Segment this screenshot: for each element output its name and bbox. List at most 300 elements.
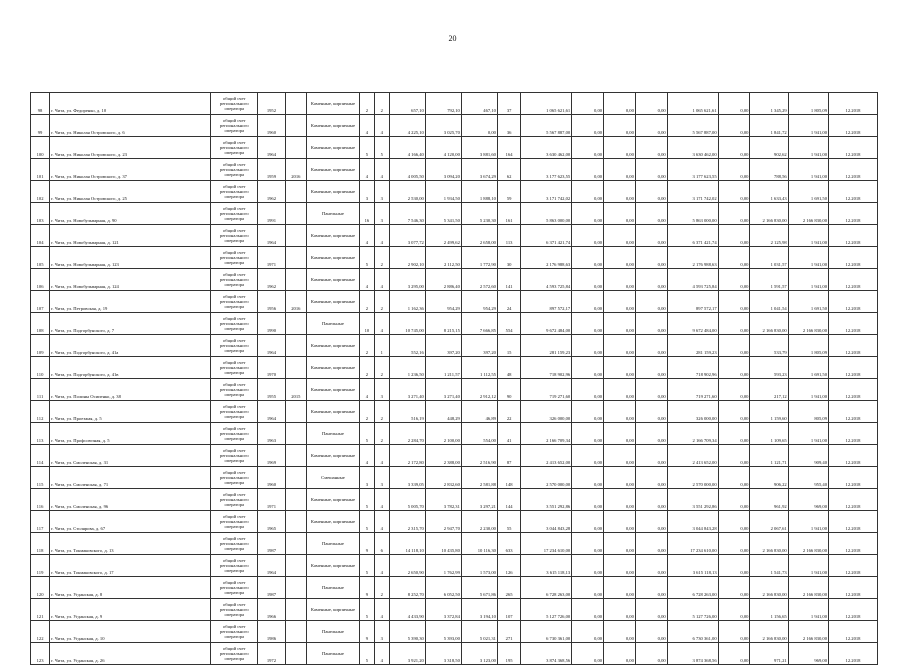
cell-repair-year <box>285 335 306 357</box>
cell-total-area: 516,19 <box>389 401 425 423</box>
cell-total-area: 2 315,70 <box>389 511 425 533</box>
cell-entrances: 4 <box>374 115 389 137</box>
cell-repair-year <box>285 225 306 247</box>
cell-private-area: 7 666,85 <box>461 313 497 335</box>
cell-address: г. Чита, ул. Новобульварная, д. 90 <box>50 203 211 225</box>
cell-completion-date: 12.2018 <box>829 225 878 247</box>
cell-max-unit-cost: 2 166 830,00 <box>788 621 828 643</box>
cell-build-year: 1964 <box>258 335 286 357</box>
cell-floors: 4 <box>359 379 374 401</box>
cell-wall-material: Панельные <box>306 533 359 555</box>
cell-completion-date: 12.2018 <box>829 511 878 533</box>
cell-other-funds: 0,00 <box>718 137 750 159</box>
cell-federal-funds: 0,00 <box>572 335 604 357</box>
cell-private-area: 2 572,60 <box>461 269 497 291</box>
cell-wall-material: Каменные, кирпичные <box>306 599 359 621</box>
cell-address: г. Чита, ул. Подгорбунского, д. 41а <box>50 335 211 357</box>
cell-living-area: 2 886,40 <box>425 269 461 291</box>
cell-other-funds: 0,00 <box>718 269 750 291</box>
cell-federal-funds: 0,00 <box>572 643 604 665</box>
table-row <box>31 203 878 225</box>
cell-repair-year <box>285 599 306 621</box>
cell-build-year: 1962 <box>258 269 286 291</box>
cell-address: г. Чита, ул. Профсоюзная, д. 5 <box>50 423 211 445</box>
cell-wall-material: Каменные, кирпичные <box>306 489 359 511</box>
cell-living-area: 3 318,50 <box>425 643 461 665</box>
cell-federal-funds: 0,00 <box>572 577 604 599</box>
cell-federal-funds: 0,00 <box>572 489 604 511</box>
cell-owner-funds: 3 630 462,00 <box>667 137 718 159</box>
cell-other-funds: 0,00 <box>718 489 750 511</box>
cell-wall-material: Каменные, кирпичные <box>306 225 359 247</box>
cell-federal-funds: 0,00 <box>572 357 604 379</box>
cell-completion-date: 12.2018 <box>829 203 878 225</box>
cell-federal-funds: 0,00 <box>572 599 604 621</box>
cell-repair-year <box>285 181 306 203</box>
cell-fund-method: общий счет регионального оператора <box>211 533 258 555</box>
cell-entrances: 4 <box>374 555 389 577</box>
table-row <box>31 335 878 357</box>
cell-repair-year <box>285 247 306 269</box>
cell-residents: 41 <box>497 423 520 445</box>
cell-federal-funds: 0,00 <box>572 203 604 225</box>
cell-floors: 5 <box>359 489 374 511</box>
table-row <box>31 467 878 489</box>
cell-max-unit-cost: 1 805,09 <box>788 93 828 115</box>
cell-total-cost: 3 044 843,28 <box>521 511 572 533</box>
cell-municipal-funds: 0,00 <box>635 225 667 247</box>
cell-owner-funds: 5 127 726,00 <box>667 599 718 621</box>
cell-total-cost: 5 567 887,00 <box>521 115 572 137</box>
cell-floors: 4 <box>359 445 374 467</box>
cell-repair-year: 2015 <box>285 379 306 401</box>
cell-private-area: 5 230,30 <box>461 203 497 225</box>
cell-total-area: 552,16 <box>389 335 425 357</box>
cell-residents: 265 <box>497 577 520 599</box>
cell-living-area: 2 947,70 <box>425 511 461 533</box>
cell-private-area: 467,10 <box>461 93 497 115</box>
cell-unit-cost: 788,56 <box>750 159 788 181</box>
cell-unit-cost: 533,79 <box>750 335 788 357</box>
cell-completion-date: 12.2018 <box>829 181 878 203</box>
cell-federal-funds: 0,00 <box>572 445 604 467</box>
cell-unit-cost: 1 041,54 <box>750 291 788 313</box>
cell-private-area: 2 912,12 <box>461 379 497 401</box>
cell-private-area: 397,20 <box>461 335 497 357</box>
cell-federal-funds: 0,00 <box>572 401 604 423</box>
cell-owner-funds: 719 271,60 <box>667 379 718 401</box>
cell-regional-funds: 0,00 <box>604 599 636 621</box>
cell-entrances: 1 <box>374 335 389 357</box>
cell-address: г. Чита, ул. Токмаковского, д. 13 <box>50 533 211 555</box>
cell-municipal-funds: 0,00 <box>635 379 667 401</box>
cell-build-year: 1987 <box>258 533 286 555</box>
cell-regional-funds: 0,00 <box>604 555 636 577</box>
cell-regional-funds: 0,00 <box>604 621 636 643</box>
cell-owner-funds: 3 874 368,56 <box>667 643 718 665</box>
cell-owner-funds: 3 177 623,55 <box>667 159 718 181</box>
cell-owner-funds: 6 728 263,00 <box>667 577 718 599</box>
table-row <box>31 137 878 159</box>
cell-entrances: 4 <box>374 159 389 181</box>
cell-wall-material: Каменные, кирпичные <box>306 335 359 357</box>
cell-living-area: 3 372,84 <box>425 599 461 621</box>
cell-row-number: 100 <box>31 137 50 159</box>
cell-build-year: 1964 <box>258 401 286 423</box>
cell-municipal-funds: 0,00 <box>635 335 667 357</box>
cell-residents: 148 <box>497 467 520 489</box>
cell-wall-material: Каменные, кирпичные <box>306 247 359 269</box>
cell-fund-method: общий счет регионального оператора <box>211 115 258 137</box>
cell-wall-material: Каменные, кирпичные <box>306 291 359 313</box>
cell-completion-date: 12.2018 <box>829 247 878 269</box>
cell-unit-cost: 1 841,72 <box>750 115 788 137</box>
cell-owner-funds: 6 730 361,00 <box>667 621 718 643</box>
cell-completion-date: 12.2018 <box>829 599 878 621</box>
cell-fund-method: общий счет регионального оператора <box>211 401 258 423</box>
cell-owner-funds: 9 672 484,00 <box>667 313 718 335</box>
cell-total-cost: 6 728 263,00 <box>521 577 572 599</box>
cell-floors: 5 <box>359 511 374 533</box>
cell-wall-material: Панельные <box>306 203 359 225</box>
cell-build-year: 1991 <box>258 203 286 225</box>
cell-repair-year <box>285 203 306 225</box>
cell-unit-cost: 1 159,60 <box>750 401 788 423</box>
cell-municipal-funds: 0,00 <box>635 599 667 621</box>
cell-row-number: 106 <box>31 269 50 291</box>
cell-total-cost: 1 065 621,61 <box>521 93 572 115</box>
cell-other-funds: 0,00 <box>718 555 750 577</box>
cell-row-number: 113 <box>31 423 50 445</box>
cell-living-area: 3 271,40 <box>425 379 461 401</box>
cell-repair-year <box>285 533 306 555</box>
cell-floors: 5 <box>359 423 374 445</box>
cell-living-area: 3 094,20 <box>425 159 461 181</box>
cell-residents: 22 <box>497 401 520 423</box>
cell-completion-date: 12.2018 <box>829 115 878 137</box>
cell-wall-material: Панельные <box>306 577 359 599</box>
cell-unit-cost: 961,92 <box>750 489 788 511</box>
cell-other-funds: 0,00 <box>718 533 750 555</box>
cell-total-cost: 2 166 709,34 <box>521 423 572 445</box>
cell-municipal-funds: 0,00 <box>635 203 667 225</box>
cell-regional-funds: 0,00 <box>604 643 636 665</box>
cell-federal-funds: 0,00 <box>572 115 604 137</box>
cell-other-funds: 0,00 <box>718 423 750 445</box>
cell-regional-funds: 0,00 <box>604 291 636 313</box>
cell-row-number: 102 <box>31 181 50 203</box>
cell-private-area: 5 671,86 <box>461 577 497 599</box>
cell-repair-year <box>285 423 306 445</box>
cell-federal-funds: 0,00 <box>572 225 604 247</box>
cell-row-number: 123 <box>31 643 50 665</box>
cell-fund-method: общий счет регионального оператора <box>211 137 258 159</box>
table-row <box>31 247 878 269</box>
cell-other-funds: 0,00 <box>718 467 750 489</box>
cell-unit-cost: 1 633,43 <box>750 181 788 203</box>
cell-build-year: 1964 <box>258 137 286 159</box>
cell-owner-funds: 897 572,17 <box>667 291 718 313</box>
cell-owner-funds: 3 551 292,86 <box>667 489 718 511</box>
cell-total-cost: 17 234 610,00 <box>521 533 572 555</box>
cell-other-funds: 0,00 <box>718 621 750 643</box>
cell-completion-date: 12.2018 <box>829 335 878 357</box>
cell-private-area: 1 573,00 <box>461 555 497 577</box>
cell-living-area: 2 112,50 <box>425 247 461 269</box>
cell-floors: 16 <box>359 203 374 225</box>
cell-other-funds: 0,00 <box>718 577 750 599</box>
cell-row-number: 109 <box>31 335 50 357</box>
register-table-container <box>30 92 878 664</box>
cell-private-area: 2 581,88 <box>461 467 497 489</box>
cell-floors: 4 <box>359 115 374 137</box>
cell-federal-funds: 0,00 <box>572 533 604 555</box>
cell-max-unit-cost: 1 941,00 <box>788 137 828 159</box>
cell-total-area: 2 284,70 <box>389 423 425 445</box>
cell-max-unit-cost: 1 941,00 <box>788 423 828 445</box>
cell-municipal-funds: 0,00 <box>635 115 667 137</box>
cell-wall-material: Каменные, кирпичные <box>306 181 359 203</box>
cell-federal-funds: 0,00 <box>572 467 604 489</box>
cell-address: г. Чита, ул. Угданская, д. 8 <box>50 577 211 599</box>
cell-residents: 164 <box>497 137 520 159</box>
cell-max-unit-cost: 1 941,00 <box>788 511 828 533</box>
cell-private-area: 3 881,60 <box>461 137 497 159</box>
cell-build-year: 1966 <box>258 599 286 621</box>
cell-completion-date: 12.2018 <box>829 533 878 555</box>
cell-residents: 554 <box>497 313 520 335</box>
cell-fund-method: общий счет регионального оператора <box>211 313 258 335</box>
cell-fund-method: общий счет регионального оператора <box>211 555 258 577</box>
cell-build-year: 1969 <box>258 445 286 467</box>
cell-unit-cost: 902,62 <box>750 137 788 159</box>
cell-federal-funds: 0,00 <box>572 423 604 445</box>
cell-address: г. Чита, ул. Николая Островского, д. 37 <box>50 159 211 181</box>
cell-total-cost: 6 371 421,74 <box>521 225 572 247</box>
cell-entrances: 4 <box>374 225 389 247</box>
cell-build-year: 1956 <box>258 291 286 313</box>
cell-owner-funds: 2 570 000,00 <box>667 467 718 489</box>
cell-owner-funds: 2 166 709,34 <box>667 423 718 445</box>
cell-row-number: 112 <box>31 401 50 423</box>
cell-residents: 113 <box>497 225 520 247</box>
cell-other-funds: 0,00 <box>718 445 750 467</box>
cell-municipal-funds: 0,00 <box>635 291 667 313</box>
cell-wall-material: Панельные <box>306 621 359 643</box>
cell-living-area: 1 934,50 <box>425 181 461 203</box>
cell-total-cost: 3 874 368,56 <box>521 643 572 665</box>
cell-municipal-funds: 0,00 <box>635 467 667 489</box>
cell-owner-funds: 2 176 988,63 <box>667 247 718 269</box>
cell-fund-method: общий счет регионального оператора <box>211 621 258 643</box>
cell-entrances: 3 <box>374 203 389 225</box>
cell-fund-method: общий счет регионального оператора <box>211 93 258 115</box>
cell-total-area: 14 118,10 <box>389 533 425 555</box>
cell-address: г. Чита, ул. Угданская, д. 26 <box>50 643 211 665</box>
cell-max-unit-cost: 1 941,00 <box>788 159 828 181</box>
cell-other-funds: 0,00 <box>718 291 750 313</box>
cell-municipal-funds: 0,00 <box>635 511 667 533</box>
table-row <box>31 225 878 247</box>
cell-residents: 144 <box>497 489 520 511</box>
cell-municipal-funds: 0,00 <box>635 445 667 467</box>
cell-total-area: 3 271,40 <box>389 379 425 401</box>
cell-municipal-funds: 0,00 <box>635 313 667 335</box>
cell-max-unit-cost: 1 941,00 <box>788 555 828 577</box>
cell-unit-cost: 1 156,65 <box>750 599 788 621</box>
cell-total-cost: 2 570 000,00 <box>521 467 572 489</box>
table-row <box>31 115 878 137</box>
cell-floors: 2 <box>359 335 374 357</box>
cell-total-cost: 3 171 742,02 <box>521 181 572 203</box>
cell-regional-funds: 0,00 <box>604 181 636 203</box>
table-row <box>31 357 878 379</box>
cell-owner-funds: 3 615 118,13 <box>667 555 718 577</box>
cell-repair-year <box>285 621 306 643</box>
cell-private-area: 3 297,21 <box>461 489 497 511</box>
cell-fund-method: общий счет регионального оператора <box>211 335 258 357</box>
cell-owner-funds: 2 413 652,00 <box>667 445 718 467</box>
cell-owner-funds: 3 171 742,02 <box>667 181 718 203</box>
cell-floors: 9 <box>359 577 374 599</box>
cell-entrances: 4 <box>374 489 389 511</box>
cell-row-number: 116 <box>31 489 50 511</box>
cell-residents: 36 <box>497 115 520 137</box>
cell-row-number: 105 <box>31 247 50 269</box>
cell-completion-date: 12.2018 <box>829 401 878 423</box>
cell-municipal-funds: 0,00 <box>635 401 667 423</box>
cell-total-cost: 9 672 484,00 <box>521 313 572 335</box>
cell-repair-year <box>285 489 306 511</box>
cell-private-area: 3 674,29 <box>461 159 497 181</box>
cell-address: г. Чита, ул. Федоренко, д. 10 <box>50 93 211 115</box>
cell-floors: 4 <box>359 225 374 247</box>
cell-federal-funds: 0,00 <box>572 269 604 291</box>
cell-fund-method: общий счет регионального оператора <box>211 643 258 665</box>
cell-federal-funds: 0,00 <box>572 379 604 401</box>
cell-total-area: 3 295,00 <box>389 269 425 291</box>
cell-floors: 5 <box>359 555 374 577</box>
cell-living-area: 448,29 <box>425 401 461 423</box>
cell-other-funds: 0,00 <box>718 335 750 357</box>
cell-max-unit-cost: 2 166 830,00 <box>788 313 828 335</box>
cell-unit-cost: 1 591,57 <box>750 269 788 291</box>
cell-address: г. Чита, ул. Николая Островского, д. 6 <box>50 115 211 137</box>
page-number: 20 <box>448 34 457 43</box>
cell-other-funds: 0,00 <box>718 643 750 665</box>
cell-wall-material: Каменные, кирпичные <box>306 137 359 159</box>
cell-address: г. Чита, ул. Подгорбунского, д. 41в <box>50 357 211 379</box>
cell-repair-year <box>285 269 306 291</box>
cell-build-year: 1959 <box>258 159 286 181</box>
cell-total-cost: 2 413 652,00 <box>521 445 572 467</box>
cell-floors: 5 <box>359 137 374 159</box>
cell-federal-funds: 0,00 <box>572 511 604 533</box>
cell-living-area: 792,10 <box>425 93 461 115</box>
cell-private-area: 1 112,55 <box>461 357 497 379</box>
cell-address: г. Чита, ул. Угданская, д. 9 <box>50 599 211 621</box>
cell-other-funds: 0,00 <box>718 599 750 621</box>
cell-entrances: 4 <box>374 445 389 467</box>
cell-living-area: 5 341,50 <box>425 203 461 225</box>
cell-private-area: 1 772,90 <box>461 247 497 269</box>
cell-build-year: 1952 <box>258 93 286 115</box>
cell-fund-method: общий счет регионального оператора <box>211 577 258 599</box>
cell-living-area: 2 832,60 <box>425 467 461 489</box>
cell-row-number: 98 <box>31 93 50 115</box>
table-row <box>31 533 878 555</box>
cell-total-area: 2 172,80 <box>389 445 425 467</box>
cell-regional-funds: 0,00 <box>604 445 636 467</box>
cell-residents: 24 <box>497 291 520 313</box>
cell-row-number: 115 <box>31 467 50 489</box>
cell-regional-funds: 0,00 <box>604 511 636 533</box>
cell-build-year: 1965 <box>258 511 286 533</box>
table-row <box>31 423 878 445</box>
cell-unit-cost: 593,23 <box>750 357 788 379</box>
cell-regional-funds: 0,00 <box>604 489 636 511</box>
cell-total-area: 5 005,70 <box>389 489 425 511</box>
cell-entrances: 3 <box>374 379 389 401</box>
cell-municipal-funds: 0,00 <box>635 137 667 159</box>
cell-unit-cost: 2 166 830,00 <box>750 577 788 599</box>
cell-address: г. Чита, ул. Столярова, д. 67 <box>50 511 211 533</box>
cell-regional-funds: 0,00 <box>604 357 636 379</box>
cell-total-area: 3 921,20 <box>389 643 425 665</box>
cell-wall-material: Панельные <box>306 643 359 665</box>
cell-unit-cost: 906,22 <box>750 467 788 489</box>
cell-unit-cost: 2 166 830,00 <box>750 621 788 643</box>
cell-owner-funds: 4 593 725,84 <box>667 269 718 291</box>
cell-regional-funds: 0,00 <box>604 423 636 445</box>
cell-row-number: 103 <box>31 203 50 225</box>
cell-repair-year <box>285 445 306 467</box>
cell-residents: 30 <box>497 247 520 269</box>
cell-max-unit-cost: 955,40 <box>788 467 828 489</box>
cell-row-number: 119 <box>31 555 50 577</box>
cell-federal-funds: 0,00 <box>572 291 604 313</box>
cell-regional-funds: 0,00 <box>604 159 636 181</box>
cell-unit-cost: 2 125,98 <box>750 225 788 247</box>
cell-municipal-funds: 0,00 <box>635 533 667 555</box>
cell-fund-method: общий счет регионального оператора <box>211 423 258 445</box>
cell-federal-funds: 0,00 <box>572 93 604 115</box>
cell-regional-funds: 0,00 <box>604 115 636 137</box>
cell-floors: 3 <box>359 181 374 203</box>
cell-private-area: 954,29 <box>461 291 497 313</box>
cell-other-funds: 0,00 <box>718 203 750 225</box>
cell-build-year: 1955 <box>258 379 286 401</box>
cell-living-area: 2 499,62 <box>425 225 461 247</box>
cell-owner-funds: 17 234 610,00 <box>667 533 718 555</box>
cell-municipal-funds: 0,00 <box>635 269 667 291</box>
cell-completion-date: 12.2018 <box>829 159 878 181</box>
cell-fund-method: общий счет регионального оператора <box>211 599 258 621</box>
cell-max-unit-cost: 1 941,00 <box>788 599 828 621</box>
cell-residents: 141 <box>497 269 520 291</box>
cell-federal-funds: 0,00 <box>572 621 604 643</box>
cell-max-unit-cost: 2 166 830,00 <box>788 577 828 599</box>
cell-residents: 90 <box>497 379 520 401</box>
cell-regional-funds: 0,00 <box>604 533 636 555</box>
cell-floors: 9 <box>359 621 374 643</box>
cell-floors: 3 <box>359 467 374 489</box>
table-row <box>31 621 878 643</box>
cell-municipal-funds: 0,00 <box>635 423 667 445</box>
table-row <box>31 291 878 313</box>
cell-owner-funds: 5 567 887,00 <box>667 115 718 137</box>
table-row <box>31 269 878 291</box>
